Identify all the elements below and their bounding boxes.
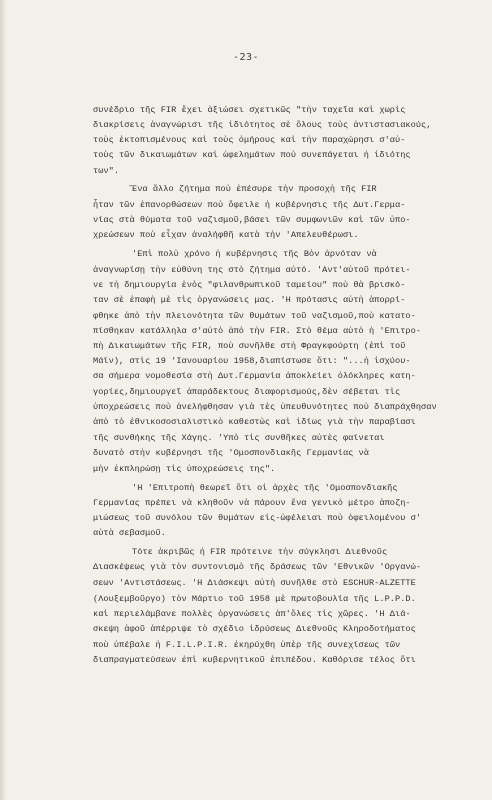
text-line: Μάϊν), στὶς 19 'Ιανουαρίου 1958,διαπίστωσε ὅτι: "...ἡ ἰσχύου- xyxy=(93,356,411,366)
text-line: τοὺς τῶν δικαιωμάτων καὶ ὠφελημάτων ποὺ συνεπάγεται ἡ ἰδιότης xyxy=(93,150,411,160)
text-line: διακρίσεις ἀναγνώρισι τῆς ἰδιότητος σὲ ὅλους τοὺς ἀντιστασιακούς, xyxy=(93,120,432,130)
text-line: ταν σὲ ἐπαφὴ μὲ τὶς ὀργανώσεις μας. 'Η πρότασις αὐτὴ ἀπορρί- xyxy=(93,295,406,305)
text-line: γορίες,δημιουργεῖ ἀπαράδεκτους διαφορισμούς,δὲν σέβεται τὶς xyxy=(93,387,401,397)
text-line: 'Η 'Επιτροπὴ θεωρεῖ ὅτι οἱ ἀρχὲς τῆς 'Ομοσπονδιακῆς xyxy=(132,483,398,493)
text-line: δυνατὸ στὴν κυβέρνησι τῆς 'Ομοσπονδιακῆς Γερμανίας νὰ xyxy=(93,448,369,458)
text-line: χρεώσεων ποὺ εἶχαν ἀναλήφθῆ κατὰ τὴν 'Απελευθέρωσι. xyxy=(93,230,359,240)
text-line: αὐτὰ σεβασμοῦ. xyxy=(93,528,166,538)
text-line: σκεψη ἀφοῦ ἀπέρριψε τὸ σχέδιο ἱδρύσεως Διεθνοῦς Κληροδοτήματος xyxy=(93,624,416,634)
text-line: τῆς συνθήκης τῆς Χάγης. 'Υπὸ τὶς συνθῆκες αὐτὲς φαίνεται xyxy=(93,433,385,443)
text-line: μὴν ἐκπληρώσῃ τὶς ὑποχρεώσεις της". xyxy=(93,464,276,474)
page-edge-shadow xyxy=(0,0,6,800)
text-line: Διασκέψεως γιὰ τὸν συντονισμὸ τῆς δράσεως τῶν 'Εθνικῶν 'Οργανώ- xyxy=(93,562,422,572)
text-line: φθηκε ἀπὸ τὴν πλειονότητα τῶν θυμάτων τοῦ ναζισμοῦ,ποὺ κατατο- xyxy=(93,311,416,321)
text-line: Γερμανίας πρέπει νὰ κληθοῦν νὰ πάρουν ἕνα γενικὸ μέτρο ἀποζη- xyxy=(93,498,411,508)
page-number: -23- xyxy=(232,52,260,63)
text-line: Τότε ἀκριβῶς ἡ FIR πρότεινε τὴν σύγκλησι Διεθνοῦς xyxy=(132,547,388,557)
text-line: των". xyxy=(93,166,120,176)
text-line: νε τὴ δημιουργία ἑνὸς "φιλανθρωπικοῦ ταμείου" ποὺ θὰ βρισκό- xyxy=(93,280,406,290)
text-line: σεων 'Αντιστάσεως. 'Η Διάσκεψι αὐτὴ συνῆλθε στὸ ESCHUR-ALZETTE xyxy=(93,578,416,588)
text-line: πίσθηκαν κατάλληλα σ'αὐτὸ ἀπὸ τὴν FIR. Στὸ θέμα αὐτὸ ἡ 'Επιτρο- xyxy=(93,326,422,336)
text-line: νίας στὰ θύματα τοῦ ναζισμοῦ,βάσει τῶν συμφωνιῶν καὶ τῶν ὑπο- xyxy=(93,215,411,225)
text-line: διαπραγματεύσεων ἐπὶ κυβερνητικοῦ ἐπιπέδου. Καθόρισε τέλος ὅτι xyxy=(93,655,416,665)
text-line: τοὺς ἐκτοπισμένους καὶ τοὺς ὁμήρους καὶ τὴν παραχώρησι σ'αὐ- xyxy=(93,135,406,145)
text-line: ὑποχρεώσεις ποὺ ἀνελήφθησαν γιὰ τὲς ὑπευθυνότητες ποὺ διαπράχθησαν xyxy=(93,402,437,412)
text-line: Ἕνα ἄλλο ζήτημα ποὺ ἐπέσυρε τὴν προσοχὴ τῆς FIR xyxy=(132,184,377,194)
text-line: (Λουξεμβοῦργο) τὸν Μάρτιο τοῦ 1958 μὲ πρωτοβουλία τῆς L.P.P.D. xyxy=(93,594,416,604)
text-line: ἀναγνωρίσῃ τὴν εὐθύνη της στὸ ζήτημα αὐτό. 'Αντ'αὐτοῦ πρότει- xyxy=(93,265,411,275)
text-line: ποὺ ὑπέβαλε ἡ F.I.L.P.I.R. ἐκηρύχθη ὑπὲρ τῆς συνεχίσεως τῶν xyxy=(93,640,401,650)
text-line: μιώσεως τοῦ συνόλου τῶν θυμάτων εἰς-ὠφέλειαι ποὺ ὀφειλομένου σ' xyxy=(93,513,422,523)
text-line: ἦταν τῶν ἐπανορθώσεων ποὺ ὄφειλε ἡ κυβέρνησις τῆς Δυτ.Γερμα- xyxy=(93,200,406,210)
text-line: 'Επὶ πολὺ χρόνο ἡ κυβέρνησις τῆς Βὸν ἀρνόταν νὰ xyxy=(132,249,377,259)
text-line: συνέδριο τῆς FIR ἔχει ἀξιώσει σχετικῶς "τὴν ταχεῖα καὶ χωρὶς xyxy=(93,105,406,115)
text-line: πὴ Δικαιωμάτων τῆς FIR, ποὺ συνῆλθε στὴ Φραγκφούρτη (ἐπὶ τοῦ xyxy=(93,341,406,351)
text-line: καὶ περιελάμβανε πολλὲς ὀργανώσεις ἀπ'ὅλες τὶς χῶρες. 'Η Διά- xyxy=(93,609,411,619)
text-line: ἀπὸ τὸ ἐθνικοσοσιαλιστικὸ καθεστὼς καὶ ἰδίως γιὰ τὴν παραβίασι xyxy=(93,417,416,427)
text-line: σα σήμερα νομοθεσία στὴ Δυτ.Γερμανία ἀποκλείει ὁλόκληρες κατη- xyxy=(93,371,416,381)
